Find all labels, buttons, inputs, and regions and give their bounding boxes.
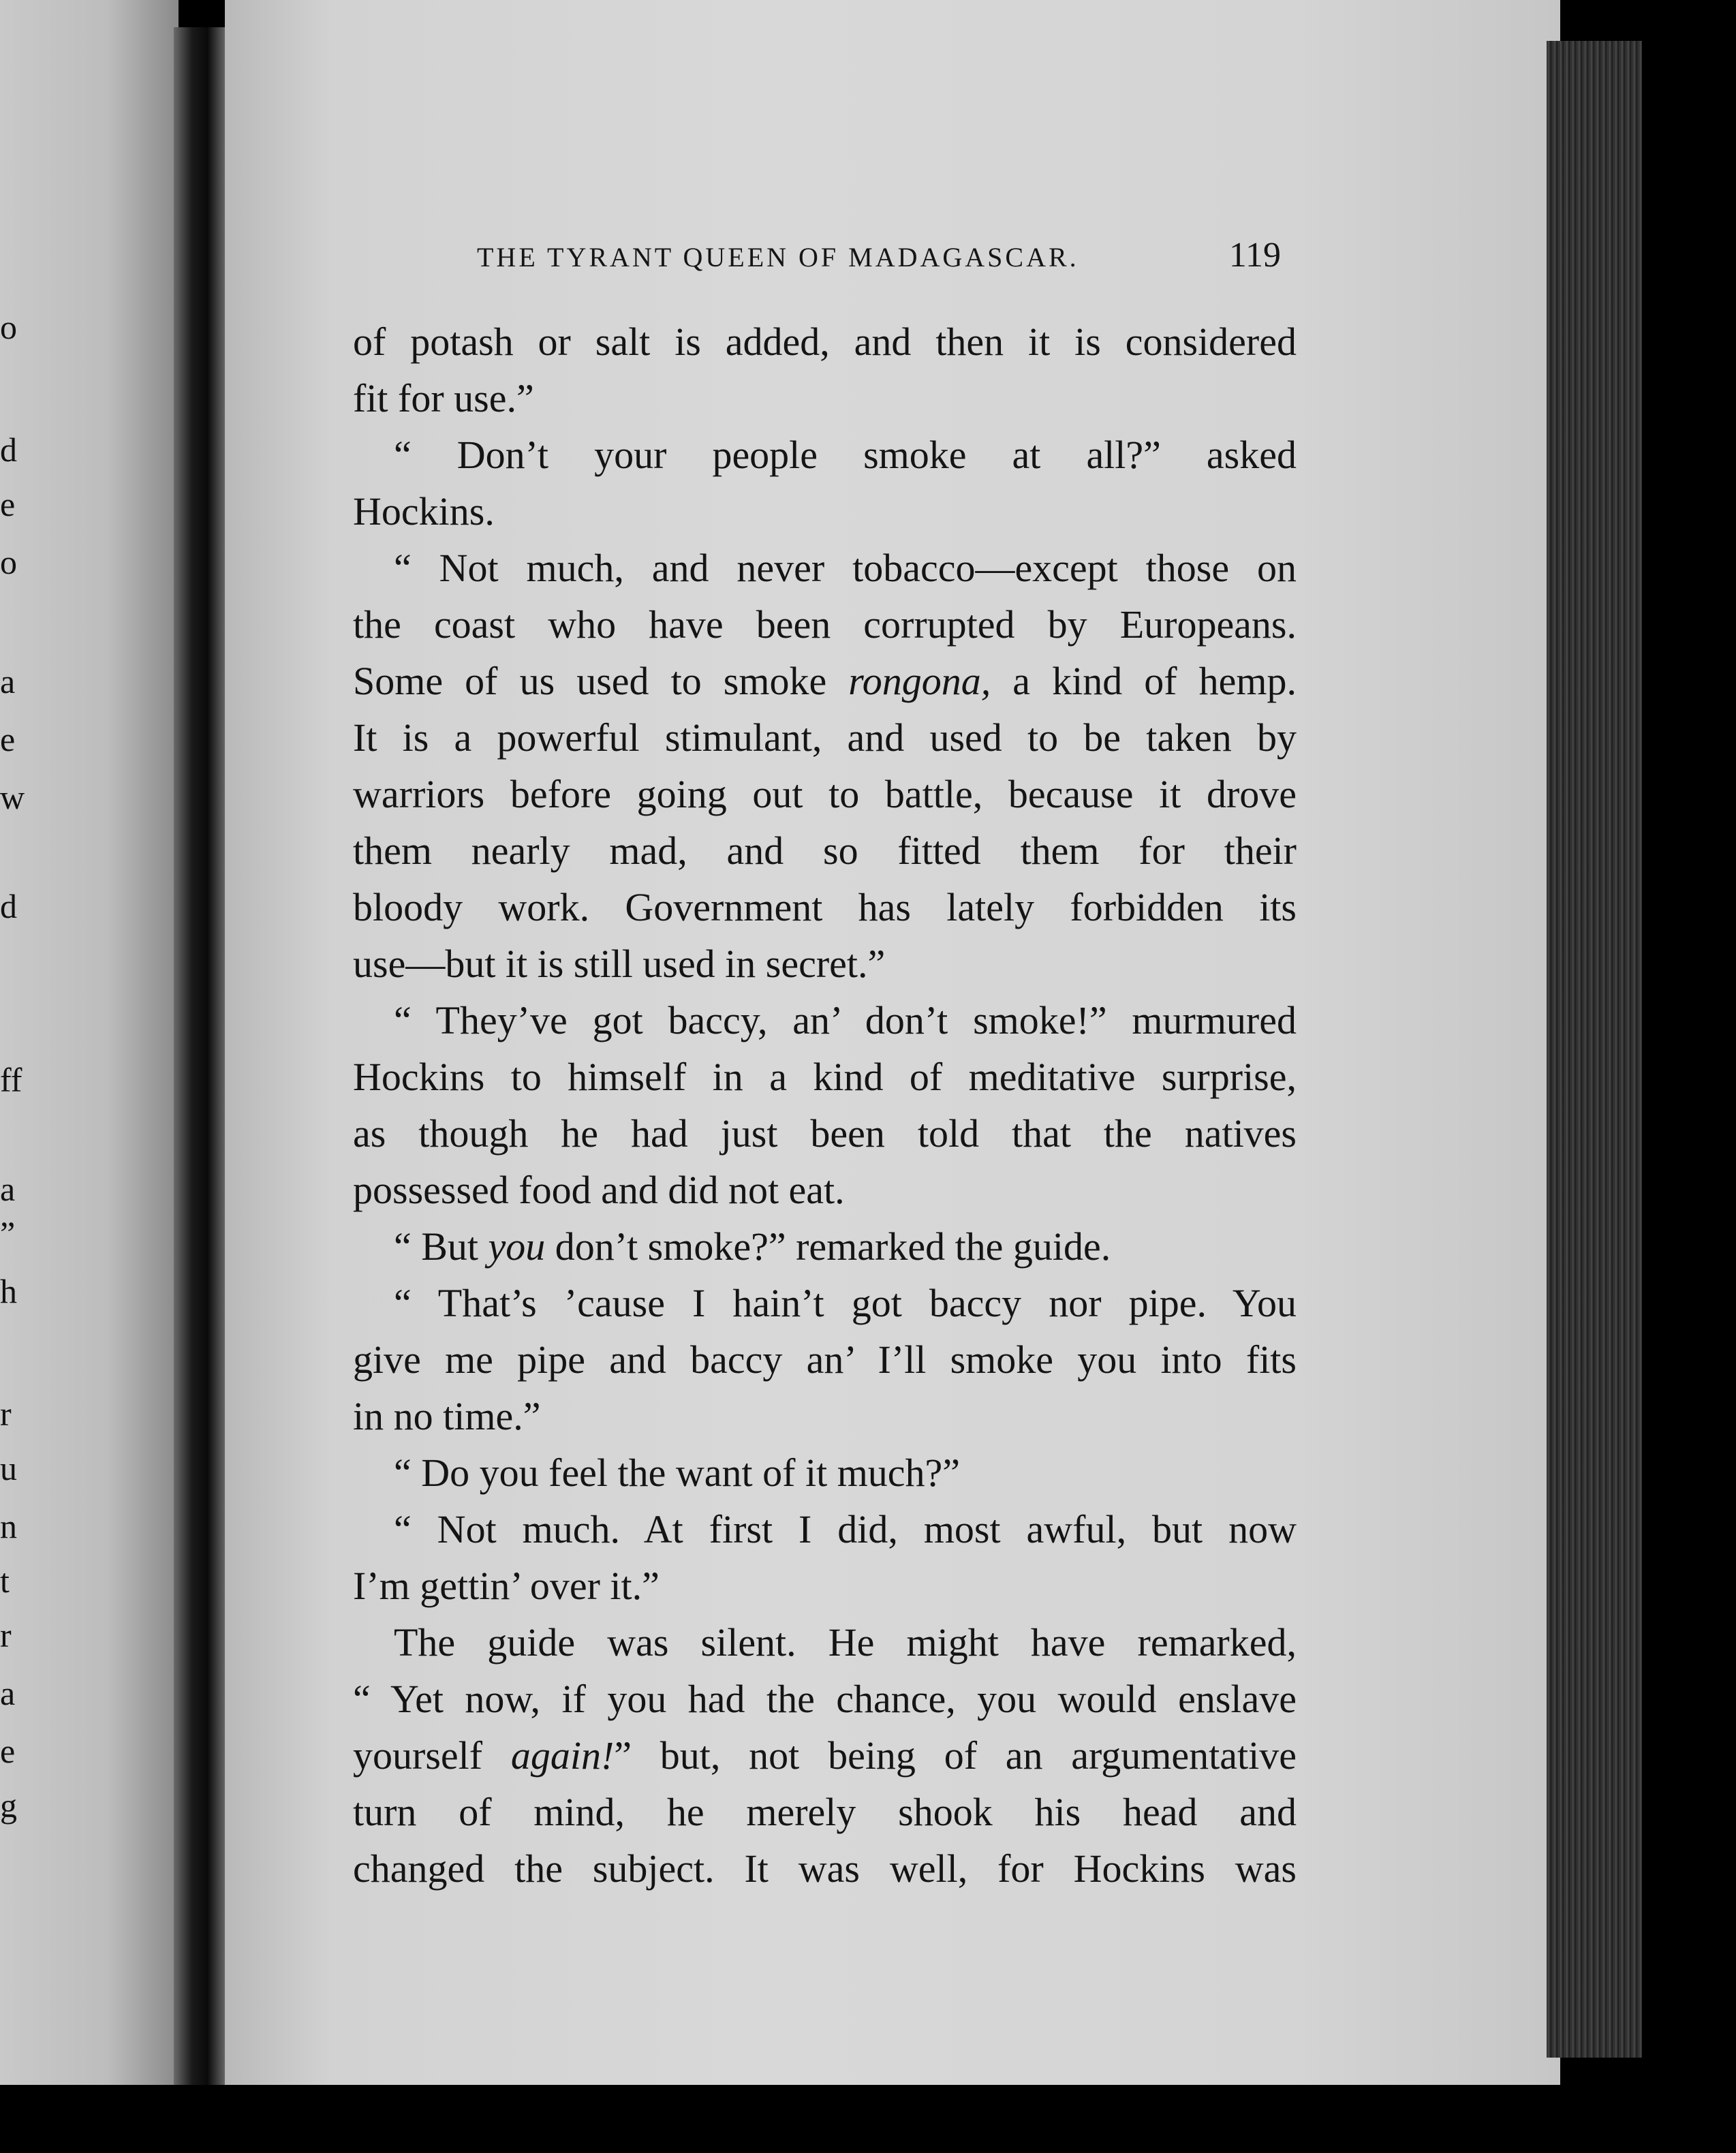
text-segment: ” but, not being of an argumentative xyxy=(614,1733,1297,1778)
text-line: give me pipe and baccy an’ I’ll smoke you into fits xyxy=(353,1337,1297,1382)
facing-page-fragment: r xyxy=(0,1395,12,1433)
text-segment: yourself xyxy=(353,1733,511,1778)
text-line: “ Yet now, if you had the chance, you would enslave xyxy=(353,1677,1297,1721)
text-segment: don’t smoke?” remarked the guide. xyxy=(545,1224,1111,1269)
italic-segment: rongona, xyxy=(848,659,991,703)
page-number: 119 xyxy=(1228,236,1281,275)
text-line xyxy=(353,1727,1297,1784)
facing-page-fragment: t xyxy=(0,1562,10,1600)
facing-page-fragment: ff xyxy=(0,1061,22,1099)
text-line xyxy=(353,1218,1297,1275)
text-line: “ Don’t your people smoke at all?” asked xyxy=(394,433,1297,477)
text-line: turn of mind, he merely shook his head and xyxy=(353,1790,1297,1834)
facing-page-fragment: n xyxy=(0,1507,17,1545)
text-line: “ Do you feel the want of it much?” xyxy=(394,1451,961,1495)
facing-page-fragment: w xyxy=(0,778,25,816)
facing-page-fragment: h xyxy=(0,1272,17,1310)
text-line: possessed food and did not eat. xyxy=(353,1168,845,1212)
text-line: Hockins to himself in a kind of meditative surprise, xyxy=(353,1055,1297,1099)
facing-page-fragment: a xyxy=(0,1170,16,1208)
facing-page-sliver xyxy=(0,0,179,2085)
body-text xyxy=(353,313,1297,1897)
text-line: “ Not much, and never tobacco—except those on xyxy=(394,546,1297,590)
text-line: bloody work. Government has lately forbidden its xyxy=(353,885,1297,929)
text-line: them nearly mad, and so fitted them for their xyxy=(353,828,1297,873)
facing-page-fragment: o xyxy=(0,308,17,346)
text-line: use—but it is still used in secret.” xyxy=(353,942,886,986)
text-line: changed the subject. It was well, for Hockins was xyxy=(353,1846,1297,1891)
text-line xyxy=(353,653,1297,709)
text-line: warriors before going out to battle, because it drove xyxy=(353,772,1297,816)
text-line: I’m gettin’ over it.” xyxy=(353,1564,660,1608)
text-line: It is a powerful stimulant, and used to be taken by xyxy=(353,715,1297,760)
running-head xyxy=(477,235,1281,283)
text-line: “ That’s ’cause I hain’t got baccy nor pipe. You xyxy=(394,1281,1297,1325)
text-line: as though he had just been told that the natives xyxy=(353,1111,1297,1156)
text-line: of potash or salt is added, and then it is considered xyxy=(353,320,1297,364)
text-line: fit for use.” xyxy=(353,376,534,420)
facing-page-fragment: e xyxy=(0,1732,16,1770)
facing-page-fragment: g xyxy=(0,1786,17,1825)
facing-page-fragment: e xyxy=(0,485,16,523)
facing-page-fragment: e xyxy=(0,720,16,758)
facing-page-fragment: u xyxy=(0,1449,17,1487)
text-segment: “ But xyxy=(394,1224,489,1269)
text-segment: a kind of hemp. xyxy=(991,659,1297,703)
text-line: in no time.” xyxy=(353,1394,541,1438)
facing-page-fragment: a xyxy=(0,1674,16,1712)
facing-page-fragment: a xyxy=(0,662,16,700)
italic-segment: again! xyxy=(510,1733,615,1778)
running-title: THE TYRANT QUEEN OF MADAGASCAR. xyxy=(477,242,1079,273)
text-line: “ Not much. At first I did, most awful, but now xyxy=(394,1507,1297,1551)
text-line: “ They’ve got baccy, an’ don’t smoke!” murmured xyxy=(394,998,1297,1042)
facing-page-fragment: d xyxy=(0,431,17,469)
facing-page-fragment: r xyxy=(0,1616,12,1654)
text-line: Hockins. xyxy=(353,489,495,533)
facing-page-fragment: ” xyxy=(0,1214,16,1252)
page-edges xyxy=(1547,41,1642,2058)
scan-border xyxy=(0,2085,1736,2153)
facing-page-fragment: d xyxy=(0,887,17,925)
text-line: The guide was silent. He might have remarked, xyxy=(394,1620,1297,1664)
italic-segment: you xyxy=(488,1224,546,1269)
text-line: the coast who have been corrupted by Europeans. xyxy=(353,602,1297,647)
facing-page-text-fragments xyxy=(0,0,48,2085)
text-segment: Some of us used to smoke xyxy=(353,659,849,703)
facing-page-fragment: o xyxy=(0,543,17,581)
